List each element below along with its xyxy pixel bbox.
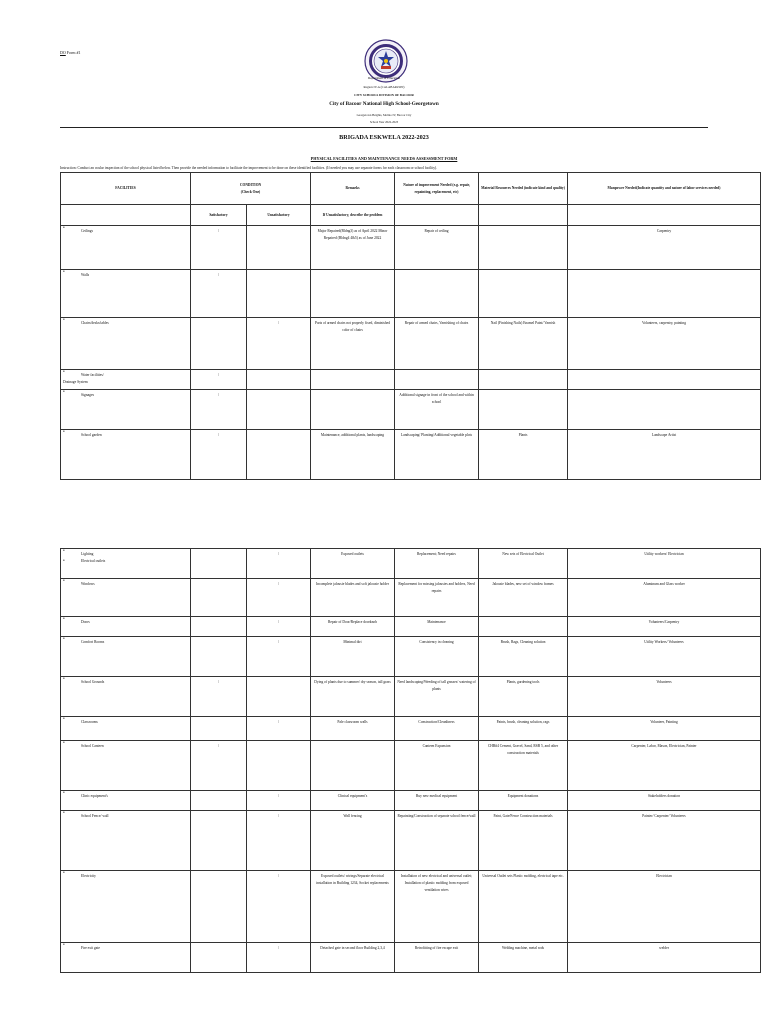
facility-label: Signages [81,393,94,397]
bullet-icon: • [63,549,65,554]
material-cell: Paints, brush, cleaning solution, rags [479,717,568,741]
remarks-cell: Pale classroom walls [311,717,395,741]
facility-label: Doors [81,620,90,624]
facility-cell [61,390,191,430]
remarks-cell: Parts of armed chairs not properly fixed, diminished color of chairs [311,318,395,370]
col-satisfactory: Satisfactory [191,205,247,226]
unsatisfactory-cell: / [247,637,311,677]
remarks-cell [311,370,395,390]
nature-cell: Repair of armed chairs, Varnishing of chairs [395,318,479,370]
material-cell: Paint, Gate/Fence Construction materials [479,811,568,871]
facility-label: Lighting [81,552,94,556]
table-row [61,791,761,811]
remarks-cell: Clinical equipment's [311,791,395,811]
nature-cell: Replacement; Need repairs [395,549,479,579]
manpower-cell: Aluminum and Glass worker [568,579,761,617]
table-row [61,370,761,390]
manpower-cell: Painter/ Carpenter/ Volunteers [568,811,761,871]
table-row [61,741,761,791]
satisfactory-cell [191,617,247,637]
remarks-cell: Incomplete jalousie blades and soft jalousie holder [311,579,395,617]
facility-cell [61,637,191,677]
nature-cell: Additional signage in front of the school and within school [395,390,479,430]
unsatisfactory-cell: / [247,943,311,973]
nature-cell [395,270,479,318]
material-cell: Jalousie blades, new set of window frames [479,579,568,617]
facility-label: Comfort Rooms [81,640,105,644]
unsatisfactory-cell: / [247,871,311,943]
facility-label: School Canteen [81,744,104,748]
header-divider [60,127,708,128]
bullet-icon: • [63,871,65,876]
remarks-cell [311,390,395,430]
bullet-icon: • [63,677,65,682]
assessment-table-page2 [60,548,761,973]
satisfactory-cell [191,717,247,741]
material-cell: Nail (Finishing Nails) Enamel Paint/ Varnish [479,318,568,370]
facility-cell [61,811,191,871]
nature-cell [395,370,479,390]
bullet-icon: • [63,717,65,722]
facility-label: Windows [81,582,95,586]
bullet-icon: • [63,370,65,375]
facility-cell [61,318,191,370]
unsatisfactory-cell: / [247,791,311,811]
material-cell: CHB#4 Cement, Gravel, Sand, RSB 5, and other construction materials [479,741,568,791]
manpower-cell: Volunteers/Carpentry [568,617,761,637]
satisfactory-cell: / [191,677,247,717]
material-cell [479,617,568,637]
remarks-cell: Major Repaired(Bldng3) as of April 2022 Minor Repaired (Bldng4 4&5) as of June 2022 [311,226,395,270]
remarks-cell: Dying of plants due to summer/ dry season, tall grass [311,677,395,717]
material-cell [479,390,568,430]
unsatisfactory-cell: / [247,579,311,617]
facility-label-secondary: Electrical outlets [81,559,106,563]
material-cell: New sets of Electrical Outlet [479,549,568,579]
facility-cell [61,549,191,579]
facility-cell [61,430,191,480]
col-facilities: FACILITIES [61,173,191,205]
remarks-cell: Minimal dirt [311,637,395,677]
bullet-icon: • [63,637,65,642]
department-name: Department of Education [367,76,401,80]
unsatisfactory-cell: / [247,318,311,370]
manpower-cell [568,270,761,318]
table-row [61,617,761,637]
material-cell [479,270,568,318]
table-row [61,811,761,871]
table-row [61,677,761,717]
table-row [61,226,761,270]
nature-cell: Repair of ceiling [395,226,479,270]
facility-cell [61,791,191,811]
facility-cell [61,617,191,637]
satisfactory-cell: / [191,370,247,390]
nature-cell: Replacement for missing jalousies and holders, Need repairs [395,579,479,617]
facility-label: Chairs/desks/tables [81,321,109,325]
facility-cell [61,871,191,943]
table-row [61,637,761,677]
unsatisfactory-cell: / [247,617,311,637]
remarks-cell: Exposed outlets [311,549,395,579]
material-cell [479,226,568,270]
facility-cell [61,370,191,390]
bullet-icon: • [63,559,65,564]
unsatisfactory-cell [247,226,311,270]
facility-label: Clinic equipment's [81,794,108,798]
unsatisfactory-cell [247,270,311,318]
col-condition [191,173,311,205]
satisfactory-cell: / [191,270,247,318]
satisfactory-cell [191,791,247,811]
unsatisfactory-cell [247,741,311,791]
manpower-cell: Carpenter, Labor, Mason, Electrician, Painter [568,741,761,791]
manpower-cell: Utility workers/ Electrician [568,549,761,579]
bullet-icon: • [63,390,65,395]
remarks-cell: Exposed outlets/ wirings/Separate electrical installation in Building 1234, Socket replacements [311,871,395,943]
bullet-icon: • [63,318,65,323]
remarks-cell: Wall fencing [311,811,395,871]
material-cell: Brush, Rags, Cleaning solution [479,637,568,677]
nature-cell: Repainting/Construction of separate school fence/wall [395,811,479,871]
nature-cell: Construction/Cleanliness [395,717,479,741]
material-cell: Plants, gardening tools [479,677,568,717]
facility-label: Electricity [81,874,96,878]
satisfactory-cell: / [191,226,247,270]
col-remarks: Remarks [311,173,395,205]
table-row [61,430,761,480]
unsatisfactory-cell [247,390,311,430]
bullet-icon: • [63,811,65,816]
remarks-cell: Detached gate in second floor Building 2,3,4 [311,943,395,973]
bullet-icon: • [63,617,65,622]
assessment-table-page1 [60,172,761,480]
nature-cell: Consistency in cleaning [395,637,479,677]
bullet-icon: • [63,579,65,584]
manpower-cell: Landscape Artist [568,430,761,480]
col-nature: Nature of improvement Needed (e.g. repair, repainting, replacement, etc) [395,173,479,205]
region-name: Region IV-A (CALABARZON) [363,85,405,89]
satisfactory-cell [191,318,247,370]
facility-cell [61,579,191,617]
col-unsatisfactory: Unsatisfactory [247,205,311,226]
table-row [61,549,761,579]
col-condition-label: CONDITION [239,182,262,187]
subheader-empty [61,205,191,226]
manpower-cell [568,370,761,390]
form-code: DO [60,50,66,55]
form-title: BRIGADA ESKWELA 2022-2023 [339,134,429,141]
bullet-icon: • [63,741,65,746]
satisfactory-cell [191,579,247,617]
facility-label: Fire exit gate [81,946,100,950]
school-address: Georgetown Heights, Molino IV, Bacoor City [356,113,412,117]
nature-cell: Canteen Expansion [395,741,479,791]
facility-label: Classrooms [81,720,98,724]
facility-label: Walls [81,273,90,277]
manpower-cell: Volunteers, carpentry, painting [568,318,761,370]
nature-cell: Buy new medical equipment [395,791,479,811]
satisfactory-cell [191,637,247,677]
facility-label: School Fence/ wall [81,814,109,818]
subheader-empty [479,205,568,226]
nature-cell: Need landscaping/Weeding of tall grasses/ watering of plants [395,677,479,717]
bullet-icon: • [63,270,65,275]
school-year: School Year 2022-2023 [369,120,399,124]
facility-label-secondary: Drainage System [63,380,88,384]
unsatisfactory-cell [247,677,311,717]
manpower-cell: welder [568,943,761,973]
nature-cell: Landscaping/ Planting/Additional vegetable plots [395,430,479,480]
nature-cell: Installation of new electrical and universal outlet; Installation of plastic molding from exposed ventilation wires [395,871,479,943]
nature-cell: Maintenance [395,617,479,637]
unsatisfactory-cell: / [247,717,311,741]
division-name: CITY SCHOOLS DIVISION OF BACOOR [354,93,414,97]
facility-cell [61,677,191,717]
form-instruction: Instruction: Conduct an ocular inspection of the school physical listed below. Then provide the needed information to facilitate the improvement to be done on these identified facilities. (If needed you may use separate forms for each classroom or school facility). [60,166,438,170]
nature-cell: Retrofitting of fire escape exit [395,943,479,973]
manpower-cell [568,390,761,430]
facility-cell [61,943,191,973]
table-row [61,318,761,370]
col-manpower: Manpower Needed(Indicate quantity and nature of labor services needed) [568,173,761,205]
satisfactory-cell [191,549,247,579]
table-row [61,579,761,617]
form-label: Form #1 [66,50,81,55]
remarks-cell: Maintenance, additional plants, landscaping [311,430,395,480]
bullet-icon: • [63,430,65,435]
col-material: Material Resources Needed (indicate kind and quality) [479,173,568,205]
remarks-cell: Repair of Door/Replace doorknob [311,617,395,637]
facility-cell [61,226,191,270]
material-cell: Welding machine, metal rods [479,943,568,973]
facility-cell [61,270,191,318]
satisfactory-cell: / [191,430,247,480]
unsatisfactory-cell [247,370,311,390]
form-subtitle: PHYSICAL FACILITIES AND MAINTENANCE NEEDS ASSESSMENT FORM [310,156,458,161]
manpower-cell: Volunteers [568,677,761,717]
facility-label: School garden [81,433,102,437]
school-name: City of Bacoor National High School-Georgetown [329,101,439,107]
satisfactory-cell: / [191,390,247,430]
material-cell [479,370,568,390]
subheader-empty [568,205,761,226]
manpower-cell: Volunteer, Painting [568,717,761,741]
facility-label: School Grounds [81,680,105,684]
table-row [61,390,761,430]
bullet-icon: • [63,943,65,948]
bullet-icon: • [63,791,65,796]
table-row [61,270,761,318]
col-condition-note: (Check One) [240,189,261,194]
manpower-cell: Utility Workers/ Volunteers [568,637,761,677]
facility-label: Ceilings [81,229,93,233]
satisfactory-cell [191,943,247,973]
material-cell: Universal Outlet sets Plastic molding, electrical tape etc. [479,871,568,943]
satisfactory-cell: / [191,741,247,791]
remarks-cell [311,741,395,791]
form-number [60,50,80,55]
manpower-cell: Stakeholders donation [568,791,761,811]
subheader-empty [395,205,479,226]
unsatisfactory-cell: / [247,549,311,579]
satisfactory-cell [191,871,247,943]
table-row [61,871,761,943]
facility-cell [61,741,191,791]
unsatisfactory-cell [247,430,311,480]
col-remarks-sub: If Unsatisfactory, describe the problem [311,205,395,226]
material-cell: Equipment donations [479,791,568,811]
satisfactory-cell [191,811,247,871]
remarks-cell [311,270,395,318]
unsatisfactory-cell: / [247,811,311,871]
facility-label: Water facilities/ [81,373,104,377]
manpower-cell: Carpentry [568,226,761,270]
material-cell: Plants [479,430,568,480]
bullet-icon: • [63,226,65,231]
table-row [61,717,761,741]
facility-cell [61,717,191,741]
table-row [61,943,761,973]
manpower-cell: Electrician [568,871,761,943]
